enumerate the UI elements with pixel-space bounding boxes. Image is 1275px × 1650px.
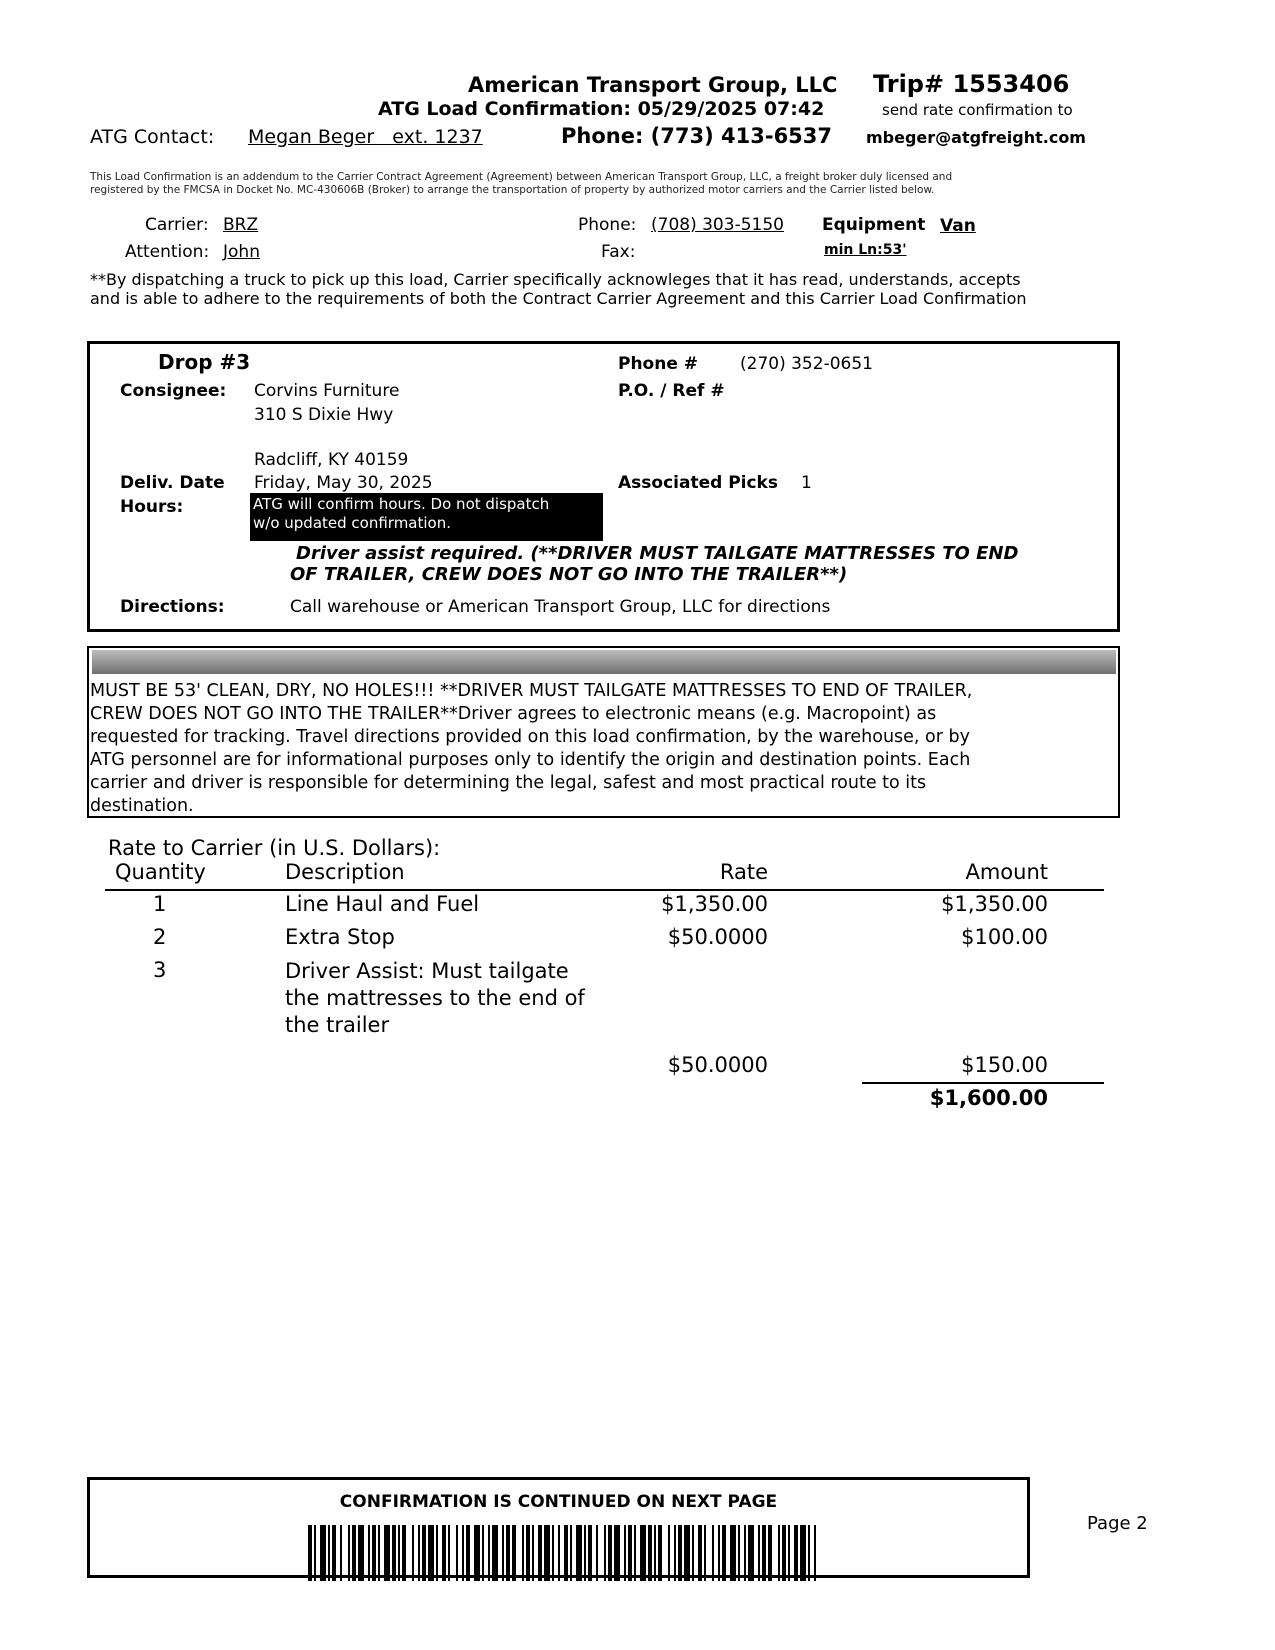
barcode-bar [704,1525,706,1581]
barcode-bar [418,1525,420,1581]
barcode-bar [422,1525,426,1581]
drop-phone-label: Phone # [618,354,699,374]
barcode-bar [352,1525,356,1581]
barcode-bar [466,1525,470,1581]
barcode-bar [712,1525,714,1581]
rates-header-description: Description [285,860,405,884]
total-rule [862,1082,1104,1084]
hours-note-line-1: ATG will confirm hours. Do not dispatch [253,495,550,513]
min-length: min Ln:53' [824,242,907,258]
legal-line-1: This Load Confirmation is an addendum to the Carrier Contract Agreement (Agreement) between American Transport Group, LLC, a freight broker duly licensed and [90,171,953,183]
barcode-bar [332,1525,336,1581]
load-confirmation-date: ATG Load Confirmation: 05/29/2025 07:42 [378,98,825,120]
associated-picks-value: 1 [801,473,812,493]
barcode-bar [748,1525,754,1581]
barcode-bar [604,1525,606,1581]
po-ref-label: P.O. / Ref # [618,381,725,401]
contact-phone: Phone: (773) 413-6537 [561,124,833,148]
hours-note [250,493,603,541]
barcode-bar [456,1525,458,1581]
rates-header-rate: Rate [719,860,768,884]
dispatch-note-line-2: and is able to adhere to the requirements of both the Contract Carrier Agreement and this Carrier Load Confirmation [90,289,1027,308]
barcode-bar [392,1525,396,1581]
row-1-quantity: 1 [153,892,167,916]
notes-line-4: ATG personnel are for informational purposes only to identify the origin and destination points. Each [90,750,971,770]
row-3-description-line-3: the trailer [285,1013,390,1037]
rates-title: Rate to Carrier (in U.S. Dollars): [108,836,441,860]
rates-header-amount: Amount [965,860,1048,884]
barcode-bar [378,1525,380,1581]
notes-line-5: carrier and driver is responsible for determining the legal, safest and most practical route to its [90,773,927,793]
barcode-bar [718,1525,720,1581]
barcode-bar [758,1525,760,1581]
attention-value: John [223,242,260,262]
carrier-label: Carrier: [145,215,209,235]
hours-label: Hours: [120,497,184,517]
notes-line-2: CREW DOES NOT GO INTO THE TRAILER**Driver agrees to electronic means (e.g. Macropoint) as [90,704,937,724]
barcode-bar [778,1525,780,1581]
driver-assist-line-2: OF TRAILER, CREW DOES NOT GO INTO THE TRAILER**) [290,564,848,585]
drop-box [87,341,1120,632]
barcode-bar [730,1525,736,1581]
barcode-bar [588,1525,592,1581]
barcode-bar [320,1525,326,1581]
barcode-bar [684,1525,690,1581]
barcode-bar [552,1525,554,1581]
barcode-bar [654,1525,656,1581]
barcode-bar [814,1525,816,1581]
contact-value: Megan Beger ext. 1237 [248,126,483,148]
barcode-bar [474,1525,480,1581]
notes-header-bar [92,650,1116,674]
barcode-bar [442,1525,446,1581]
barcode-bar [448,1525,450,1581]
trip-number: Trip# 1553406 [873,70,1070,98]
barcode-bar [648,1525,652,1581]
barcode-bar [668,1525,670,1581]
barcode-bar [722,1525,726,1581]
barcode-bar [544,1525,550,1581]
barcode-bar [640,1525,646,1581]
notes-line-6: destination. [90,796,194,816]
barcode-bar [584,1525,586,1581]
associated-picks-label: Associated Picks [618,473,778,493]
barcode-bar [614,1525,620,1581]
barcode-bar [624,1525,626,1581]
barcode-bar [462,1525,464,1581]
barcode-bar [488,1525,490,1581]
dispatch-note-line-1: **By dispatching a truck to pick up this load, Carrier specifically acknowleges that it has read, understands, accepts [90,270,1021,289]
barcode-bar [522,1525,524,1581]
equipment-value: Van [940,216,976,236]
equipment-label: Equipment [822,215,926,235]
row-1-amount: $1,350.00 [941,892,1048,916]
barcode-bar [692,1525,694,1581]
row-2-amount: $100.00 [961,925,1048,949]
deliv-date-value: Friday, May 30, 2025 [254,473,433,493]
notes-line-1: MUST BE 53' CLEAN, DRY, NO HOLES!!! **DRIVER MUST TAILGATE MATTRESSES TO END OF TRAILER, [90,681,973,701]
barcode-bar [358,1525,364,1581]
barcode-bar [512,1525,516,1581]
barcode-bar [538,1525,542,1581]
barcode-bar [678,1525,682,1581]
directions-label: Directions: [120,597,225,617]
barcode-bar [526,1525,530,1581]
row-2-rate: $50.0000 [667,925,768,949]
contact-email: mbeger@atgfreight.com [866,128,1086,147]
drop-title: Drop #3 [158,350,251,374]
barcode-bar [808,1525,810,1581]
rates-header-rule [105,889,1104,891]
row-3-rate: $50.0000 [667,1053,768,1077]
barcode-bar [762,1525,766,1581]
consignee-address: 310 S Dixie Hwy [254,405,394,425]
company-name: American Transport Group, LLC [468,73,838,97]
barcode-bar [788,1525,790,1581]
barcode-bar [482,1525,484,1581]
row-3-description-line-1: Driver Assist: Must tailgate [285,959,569,983]
row-3-description [285,958,585,1039]
barcode-bar [348,1525,350,1581]
row-3-quantity: 3 [153,958,167,982]
barcode-bar [634,1525,636,1581]
barcode-bar [506,1525,510,1581]
barcode-bar [558,1525,560,1581]
page-number: Page 2 [1087,1513,1148,1534]
barcode-bar [502,1525,504,1581]
barcode-bar [674,1525,676,1581]
carrier-phone-label: Phone: [578,215,637,235]
barcode-bar [308,1525,312,1581]
barcode-bar [564,1525,568,1581]
barcode-bar [328,1525,330,1581]
carrier-value: BRZ [223,215,259,235]
barcode-bar [532,1525,534,1581]
send-rate-note: send rate confirmation to [882,101,1073,119]
barcode-bar [340,1525,342,1581]
barcode-bar [596,1525,598,1581]
fax-label: Fax: [601,242,636,262]
barcode-bar [402,1525,406,1581]
continued-text: CONFIRMATION IS CONTINUED ON NEXT PAGE [339,1492,778,1512]
legal-line-2: registered by the FMCSA in Docket No. MC-430606B (Broker) to arrange the transportation of property by authorized motor carriers and the Carrier listed below. [90,184,935,196]
barcode-bar [800,1525,806,1581]
barcode-bar [412,1525,414,1581]
barcode-bar [628,1525,632,1581]
barcode [308,1525,818,1581]
barcode-bar [384,1525,390,1581]
barcode-bar [608,1525,612,1581]
consignee-city: Radcliff, KY 40159 [254,450,409,470]
contact-label: ATG Contact: [90,126,215,148]
row-1-rate: $1,350.00 [661,892,768,916]
barcode-bar [428,1525,434,1581]
notes-text [90,680,972,818]
notes-line-3: requested for tracking. Travel directions provided on this load confirmation, by the warehouse, or by [90,727,970,747]
barcode-bar [698,1525,702,1581]
barcode-bar [782,1525,786,1581]
barcode-bar [492,1525,498,1581]
row-2-quantity: 2 [153,925,167,949]
drop-phone-value: (270) 352-0651 [740,354,873,374]
row-2-description: Extra Stop [285,925,395,949]
hours-note-line-2: w/o updated confirmation. [253,514,451,532]
barcode-bar [372,1525,376,1581]
deliv-date-label: Deliv. Date [120,473,225,493]
barcode-bar [314,1525,316,1581]
consignee-label: Consignee: [120,381,227,401]
rates-header-quantity: Quantity [115,860,206,884]
barcode-bar [744,1525,746,1581]
barcode-bar [398,1525,400,1581]
barcode-bar [570,1525,572,1581]
consignee-name: Corvins Furniture [254,381,400,401]
driver-assist-line-1: Driver assist required. (**DRIVER MUST TAILGATE MATTRESSES TO END [296,543,1019,564]
directions-value: Call warehouse or American Transport Group, LLC for directions [290,597,831,617]
barcode-bar [794,1525,798,1581]
row-1-description: Line Haul and Fuel [285,892,480,916]
barcode-bar [436,1525,438,1581]
row-3-amount: $150.00 [961,1053,1048,1077]
barcode-bar [576,1525,582,1581]
barcode-bar [738,1525,740,1581]
attention-label: Attention: [125,242,210,262]
rates-total: $1,600.00 [929,1086,1048,1110]
barcode-bar [368,1525,370,1581]
row-3-description-line-2: the mattresses to the end of [285,986,585,1010]
barcode-bar [768,1525,772,1581]
carrier-phone-value: (708) 303-5150 [651,215,784,235]
barcode-bar [658,1525,662,1581]
